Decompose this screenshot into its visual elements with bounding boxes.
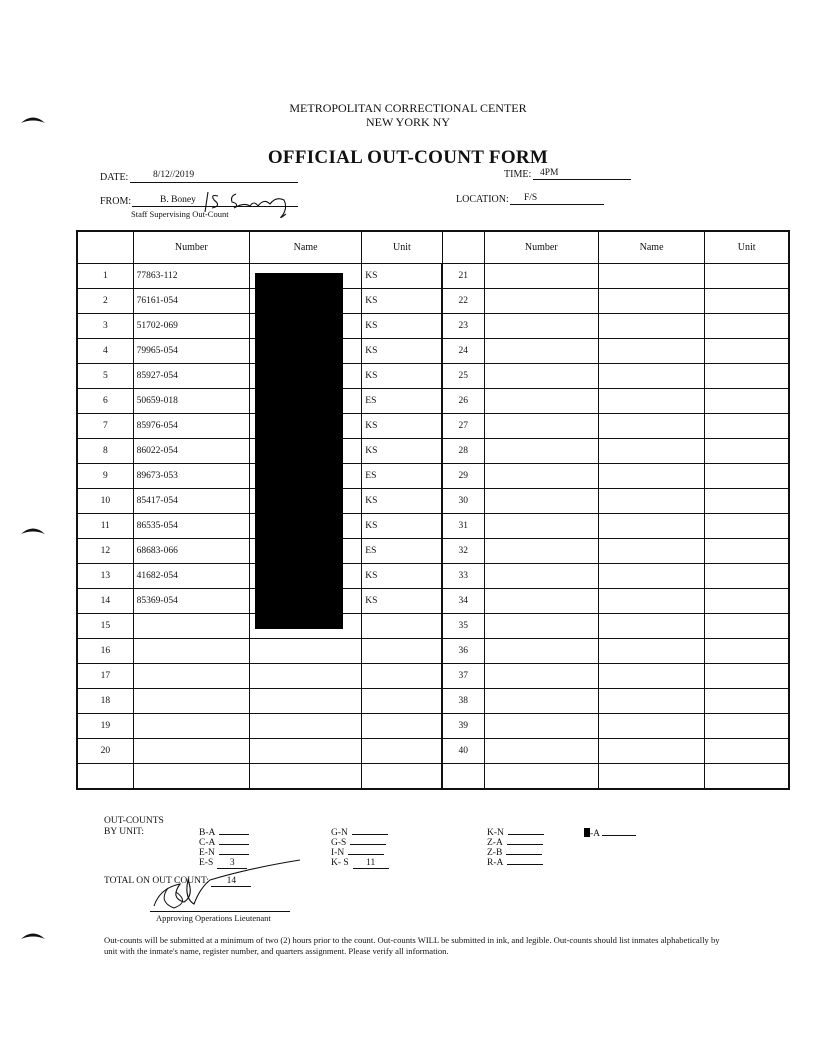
unit-cell: KS [362, 489, 442, 514]
unit-label: K- S [331, 858, 349, 868]
unit-cell [705, 364, 789, 389]
unit-count [219, 844, 249, 845]
register-number-cell [484, 489, 598, 514]
unit-count [350, 844, 386, 845]
footer-instructions: Out-counts will be submitted at a minimum of two (2) hours prior to the count. Out-counts WILL be submitted in ink, and legible. Out-counts should list inmates alphabetically by unit with the inmate's name, register number, and quarters assignment. Please verify all information. [104, 935, 720, 956]
row-number: 36 [442, 639, 484, 664]
unit-cell [705, 464, 789, 489]
unit-label: E-N [199, 848, 215, 858]
unit-count [506, 854, 542, 855]
row-number: 26 [442, 389, 484, 414]
total-value: 14 [211, 876, 251, 887]
table-row [77, 589, 789, 614]
unit-cell: ES [362, 464, 442, 489]
name-cell [598, 414, 704, 439]
register-number-cell [484, 314, 598, 339]
name-cell [598, 364, 704, 389]
name-cell [249, 714, 361, 739]
unit-cell [705, 389, 789, 414]
outcount-unit-entry [199, 838, 249, 848]
register-number-cell: 68683-066 [133, 539, 249, 564]
register-number-cell [484, 389, 598, 414]
register-number-cell [484, 339, 598, 364]
row-number: 39 [442, 714, 484, 739]
name-cell [598, 339, 704, 364]
register-number-cell [133, 689, 249, 714]
table-row [77, 364, 789, 389]
unit-label: G-N [331, 828, 348, 838]
outcounts-column: -A [584, 828, 636, 839]
name-cell [598, 314, 704, 339]
from-label: FROM: [100, 196, 132, 207]
unit-cell [362, 639, 442, 664]
name-cell [249, 739, 361, 764]
register-number-cell: 79965-054 [133, 339, 249, 364]
row-number-header [77, 231, 133, 264]
register-number-cell: 85976-054 [133, 414, 249, 439]
outcount-unit-entry [487, 838, 544, 848]
unit-cell: KS [362, 264, 442, 289]
row-number: 1 [77, 264, 133, 289]
unit-cell [705, 764, 789, 790]
unit-cell: KS [362, 339, 442, 364]
name-cell [598, 664, 704, 689]
unit-cell [705, 514, 789, 539]
unit-label: R-A [487, 858, 504, 868]
institution-city: NEW YORK NY [366, 115, 450, 129]
table-row [77, 314, 789, 339]
row-number: 28 [442, 439, 484, 464]
name-cell [249, 764, 361, 790]
from-sublabel: Staff Supervising Out-Count [131, 209, 229, 219]
total-outcount: TOTAL ON OUT COUNT: 14 [104, 876, 251, 887]
register-number-cell: 85369-054 [133, 589, 249, 614]
outcounts-title: OUT-COUNTS BY UNIT: [104, 816, 164, 837]
row-number: 21 [442, 264, 484, 289]
row-number: 27 [442, 414, 484, 439]
row-number: 8 [77, 439, 133, 464]
row-number: 23 [442, 314, 484, 339]
row-number: 38 [442, 689, 484, 714]
register-number-cell [484, 689, 598, 714]
register-number-cell [484, 764, 598, 790]
row-number: 15 [77, 614, 133, 639]
register-number-cell: 86022-054 [133, 439, 249, 464]
row-number: 14 [77, 589, 133, 614]
row-number: 13 [77, 564, 133, 589]
row-number: 29 [442, 464, 484, 489]
unit-cell: ES [362, 389, 442, 414]
unit-cell: KS [362, 514, 442, 539]
table-row [77, 564, 789, 589]
row-number: 33 [442, 564, 484, 589]
row-number: 17 [77, 664, 133, 689]
row-number-header [442, 231, 484, 264]
row-number: 34 [442, 589, 484, 614]
outcount-unit-entry [199, 848, 249, 858]
table-row [77, 764, 789, 790]
register-number-cell: 51702-069 [133, 314, 249, 339]
row-number: 10 [77, 489, 133, 514]
register-number-cell [484, 289, 598, 314]
row-number: 25 [442, 364, 484, 389]
unit-cell: KS [362, 314, 442, 339]
outcounts-column [331, 828, 389, 869]
unit-cell [705, 264, 789, 289]
name-cell [598, 439, 704, 464]
column-header: Number [133, 231, 249, 264]
unit-cell: ES [362, 539, 442, 564]
binder-hole-mark [20, 525, 46, 535]
name-cell [598, 764, 704, 790]
redacted-names-block [255, 273, 343, 629]
unit-cell [362, 689, 442, 714]
register-number-cell [484, 439, 598, 464]
row-number: 35 [442, 614, 484, 639]
unit-count [507, 844, 543, 845]
unit-label: Z-B [487, 848, 503, 858]
register-number-cell: 89673-053 [133, 464, 249, 489]
register-number-cell [484, 514, 598, 539]
unit-cell [362, 764, 442, 790]
row-number: 6 [77, 389, 133, 414]
row-number: 9 [77, 464, 133, 489]
name-cell [598, 539, 704, 564]
unit-cell [705, 714, 789, 739]
unit-cell [705, 639, 789, 664]
unit-count [219, 834, 249, 835]
register-number-cell [133, 739, 249, 764]
register-number-cell: 41682-054 [133, 564, 249, 589]
register-number-cell [484, 414, 598, 439]
unit-count: 11 [353, 859, 389, 869]
unit-cell: KS [362, 589, 442, 614]
unit-cell: KS [362, 414, 442, 439]
unit-cell: KS [362, 564, 442, 589]
unit-cell [705, 414, 789, 439]
outcount-unit-entry [331, 828, 389, 838]
unit-count [508, 834, 544, 835]
form-title: OFFICIAL OUT-COUNT FORM [267, 147, 549, 168]
table-header-row [77, 231, 789, 264]
unit-cell [705, 614, 789, 639]
row-number: 2 [77, 289, 133, 314]
register-number-cell [484, 714, 598, 739]
name-cell [598, 689, 704, 714]
name-cell [598, 714, 704, 739]
unit-count [352, 834, 388, 835]
approver-label: Approving Operations Lieutenant [156, 913, 271, 923]
binder-hole-mark [20, 930, 46, 940]
column-header: Unit [705, 231, 789, 264]
row-number: 24 [442, 339, 484, 364]
row-number: 20 [77, 739, 133, 764]
column-header: Unit [362, 231, 442, 264]
row-number: 31 [442, 514, 484, 539]
register-number-cell: 85927-054 [133, 364, 249, 389]
outcounts-column [487, 828, 544, 868]
date-label: DATE: [100, 172, 129, 183]
unit-cell: KS [362, 289, 442, 314]
unit-label: I-N [331, 848, 345, 858]
signature-approver [150, 858, 310, 916]
time-value: 4PM [540, 168, 559, 178]
name-cell [598, 289, 704, 314]
outcount-unit-entry [487, 848, 544, 858]
table-row [77, 639, 789, 664]
register-number-cell [133, 664, 249, 689]
table-row [77, 614, 789, 639]
table-row [77, 514, 789, 539]
table-row [77, 539, 789, 564]
unit-label: Z-A [487, 838, 503, 848]
unit-count [507, 864, 543, 865]
row-number: 37 [442, 664, 484, 689]
unit-cell [705, 664, 789, 689]
signature-from [200, 186, 310, 218]
table-row [77, 339, 789, 364]
name-cell [598, 614, 704, 639]
unit-cell [362, 739, 442, 764]
table-row [77, 489, 789, 514]
column-header: Name [249, 231, 361, 264]
name-cell [598, 589, 704, 614]
row-number: 40 [442, 739, 484, 764]
unit-cell: KS [362, 439, 442, 464]
row-number: 4 [77, 339, 133, 364]
outcount-unit-entry [487, 858, 544, 868]
name-cell [249, 664, 361, 689]
register-number-cell [484, 739, 598, 764]
row-number: 19 [77, 714, 133, 739]
table-row [77, 464, 789, 489]
register-number-cell: 77863-112 [133, 264, 249, 289]
register-number-cell [484, 464, 598, 489]
name-cell [598, 639, 704, 664]
register-number-cell [133, 614, 249, 639]
row-number: 5 [77, 364, 133, 389]
unit-cell [705, 314, 789, 339]
unit-cell [705, 289, 789, 314]
table-row [77, 264, 789, 289]
outcount-unit-entry [331, 858, 389, 869]
outcount-unit-entry [331, 848, 389, 858]
register-number-cell [484, 564, 598, 589]
table-row [77, 714, 789, 739]
register-number-cell: 76161-054 [133, 289, 249, 314]
unit-count: 3 [217, 859, 247, 869]
row-number: 12 [77, 539, 133, 564]
unit-cell [362, 664, 442, 689]
name-cell [598, 264, 704, 289]
unit-count [348, 854, 384, 855]
location-label: LOCATION: [456, 194, 509, 205]
unit-cell [705, 589, 789, 614]
unit-cell [705, 739, 789, 764]
unit-cell [362, 614, 442, 639]
register-number-cell [133, 639, 249, 664]
row-number [77, 764, 133, 790]
name-cell [598, 514, 704, 539]
register-number-cell: 50659-018 [133, 389, 249, 414]
table-row [77, 439, 789, 464]
outcount-unit-entry [487, 828, 544, 838]
name-cell [249, 639, 361, 664]
register-number-cell [484, 664, 598, 689]
table-row [77, 689, 789, 714]
from-value: B. Boney [160, 195, 196, 205]
outcount-unit-entry [331, 838, 389, 848]
column-header: Name [598, 231, 704, 264]
unit-cell [705, 689, 789, 714]
register-number-cell [133, 764, 249, 790]
unit-cell [362, 714, 442, 739]
row-number: 11 [77, 514, 133, 539]
column-header: Number [484, 231, 598, 264]
register-number-cell: 86535-054 [133, 514, 249, 539]
row-number [442, 764, 484, 790]
unit-cell [705, 489, 789, 514]
unit-cell [705, 339, 789, 364]
unit-cell [705, 439, 789, 464]
table-row [77, 389, 789, 414]
unit-label: E-S [199, 858, 214, 868]
date-value: 8/12//2019 [153, 170, 195, 180]
row-number: 16 [77, 639, 133, 664]
name-cell [249, 689, 361, 714]
outcount-table [76, 230, 790, 790]
table-row [77, 414, 789, 439]
register-number-cell [484, 639, 598, 664]
name-cell [598, 739, 704, 764]
register-number-cell [484, 539, 598, 564]
register-number-cell [484, 614, 598, 639]
register-number-cell [133, 714, 249, 739]
unit-label: G-S [331, 838, 347, 848]
row-number: 32 [442, 539, 484, 564]
row-number: 30 [442, 489, 484, 514]
unit-label: C-A [199, 838, 216, 848]
unit-cell [705, 564, 789, 589]
register-number-cell [484, 364, 598, 389]
table-row [77, 289, 789, 314]
unit-cell [705, 539, 789, 564]
row-number: 7 [77, 414, 133, 439]
time-label: TIME: [504, 169, 532, 180]
unit-label: K-N [487, 828, 504, 838]
register-number-cell: 85417-054 [133, 489, 249, 514]
table-row [77, 664, 789, 689]
unit-count [219, 854, 249, 855]
institution-name: METROPOLITAN CORRECTIONAL CENTER [289, 101, 527, 115]
outcount-unit-entry [199, 828, 249, 838]
name-cell [598, 489, 704, 514]
unit-label: B-A [199, 828, 216, 838]
name-cell [598, 389, 704, 414]
register-number-cell [484, 589, 598, 614]
row-number: 18 [77, 689, 133, 714]
unit-cell: KS [362, 364, 442, 389]
location-value: F/S [524, 193, 538, 203]
row-number: 22 [442, 289, 484, 314]
name-cell [598, 464, 704, 489]
name-cell [598, 564, 704, 589]
register-number-cell [484, 264, 598, 289]
row-number: 3 [77, 314, 133, 339]
table-row [77, 739, 789, 764]
